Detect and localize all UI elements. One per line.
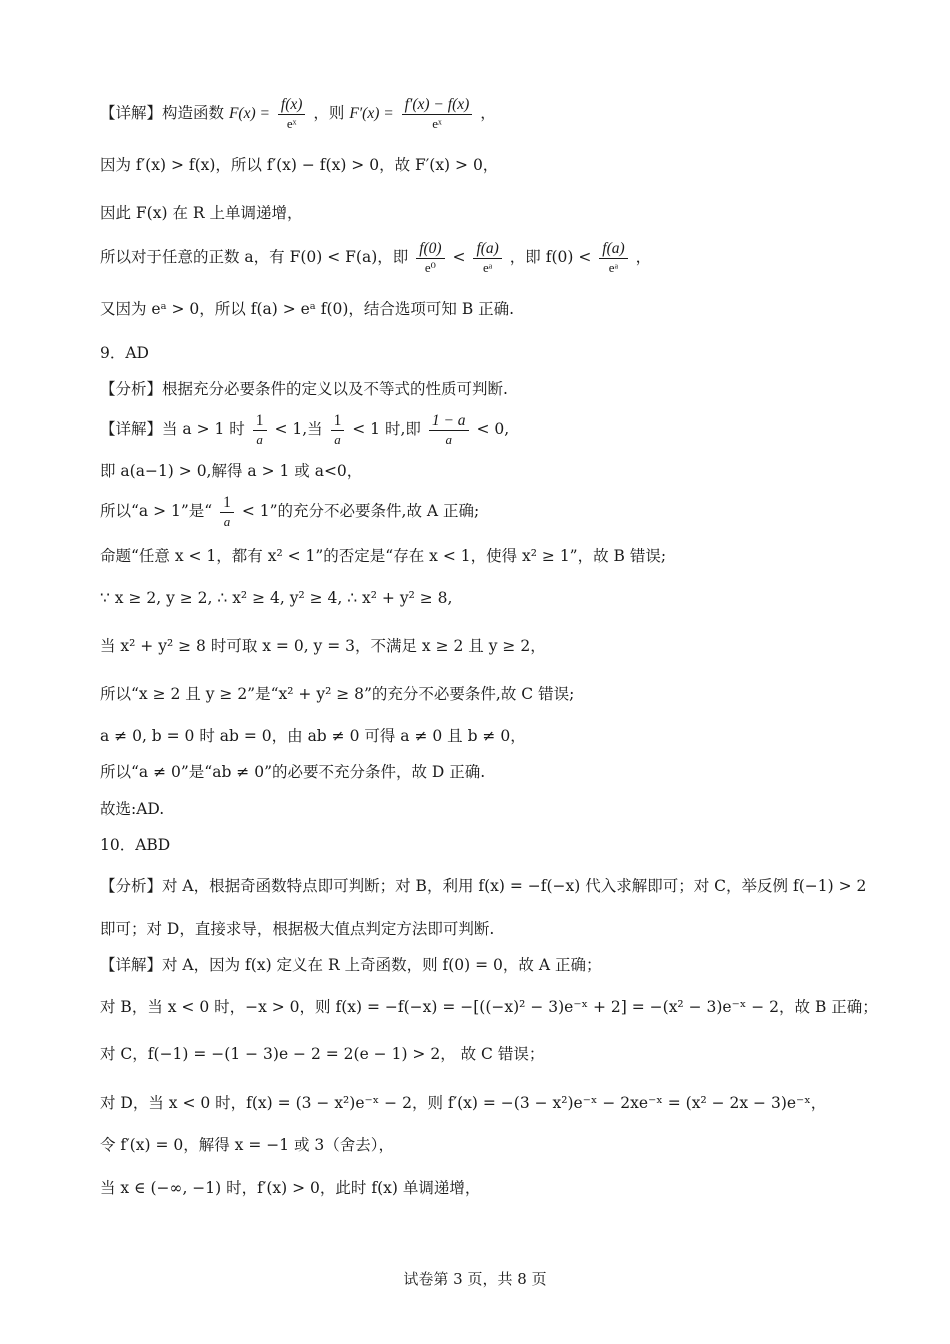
fraction	[331, 412, 345, 448]
line-option-c: 所以“x ≥ 2 且 y ≥ 2”是“x² + y² ≥ 8”的充分不必要条件,故 C 错误;	[100, 685, 575, 703]
detail-10-c: 对 C，f(−1) = −(1 − 3)e − 2 = 2(e − 1) > 2， 故 C 错误；	[100, 1045, 545, 1063]
page-footer: 试卷第 3 页，共 8 页	[403, 1270, 547, 1288]
fraction	[599, 240, 627, 276]
line-conclusion-b: 又因为 eᵃ > 0，所以 f(a) > eᵃ f(0)，结合选项可知 B 正确.	[100, 300, 515, 318]
detail-10-solve: 令 f′(x) = 0，解得 x = −1 或 3（舍去），	[100, 1136, 395, 1154]
detail-10-a: 【详解】对 A，因为 f(x) 定义在 R 上奇函数，则 f(0) = 0，故 A 正确；	[100, 956, 602, 974]
fraction	[429, 412, 469, 448]
fraction	[220, 494, 234, 530]
line-construct-function	[100, 96, 910, 132]
line-detail-9	[100, 412, 910, 448]
analysis-10-cont: 即可；对 D，直接求导，根据极大值点判定方法即可判断.	[100, 920, 495, 938]
numerator: f(a)	[473, 240, 501, 259]
math: F′(x) =	[349, 105, 394, 122]
text: ，	[635, 248, 652, 266]
denominator: a	[223, 514, 231, 529]
line-counterexample: 当 x² + y² ≥ 8 时可取 x = 0, y = 3，不满足 x ≥ 2 且 y ≥ 2，	[100, 637, 546, 655]
denominator: eˣ	[432, 116, 442, 131]
fraction	[278, 96, 306, 132]
text: ，即 f(0) <	[509, 248, 592, 266]
text: < 0,	[476, 420, 510, 438]
line-since-x-y: ∵ x ≥ 2, y ≥ 2, ∴ x² ≥ 4, y² ≥ 4, ∴ x² + y² ≥ 8,	[100, 589, 453, 607]
line-monotonic: 因此 F(x) 在 R 上单调递增，	[100, 204, 303, 222]
line-derivative-positive: 因为 f′(x) > f(x)，所以 f′(x) − f(x) > 0，故 F′(x) > 0，	[100, 156, 499, 174]
denominator: a	[334, 432, 341, 447]
line-choice-9: 故选:AD.	[100, 800, 165, 818]
numerator: f(x)	[278, 96, 306, 115]
denominator: eᵃ	[482, 260, 493, 275]
math: F(x) =	[228, 105, 270, 122]
line-option-b: 命题“任意 x < 1，都有 x² < 1”的否定是“存在 x < 1，使得 x² ≥ 1”，故 B 错误;	[100, 547, 667, 565]
text: < 1”的充分不必要条件,故 A 正确;	[241, 502, 480, 520]
denominator: e⁰	[424, 260, 436, 275]
analysis-10: 【分析】对 A，根据奇函数特点即可判断；对 B，利用 f(x) = −f(−x) 代入求解即可；对 C，举反例 f(−1) > 2	[100, 877, 867, 895]
line-ab-zero: a ≠ 0, b = 0 时 ab = 0，由 ab ≠ 0 可得 a ≠ 0 且 b ≠ 0，	[100, 727, 526, 745]
numerator: f(a)	[599, 240, 627, 259]
denominator: eˣ	[286, 116, 297, 131]
denominator: a	[445, 432, 452, 447]
line-inequality-chain	[100, 240, 910, 276]
numerator: f(0)	[416, 240, 444, 259]
line-option-d: 所以“a ≠ 0”是“ab ≠ 0”的必要不充分条件，故 D 正确.	[100, 763, 486, 781]
detail-10-b: 对 B，当 x < 0 时，−x > 0，则 f(x) = −f(−x) = −[((−x)² − 3)e⁻ˣ + 2] = −(x² − 3)e⁻ˣ − 2，故 B 正确；	[100, 998, 878, 1016]
analysis-9: 【分析】根据充分必要条件的定义以及不等式的性质可判断.	[100, 380, 508, 398]
numerator: 1 − a	[429, 412, 469, 431]
fraction	[473, 240, 501, 276]
text: 所以对于任意的正数 a，有 F(0) < F(a)，即	[100, 248, 409, 266]
text: 【详解】当 a > 1 时	[100, 420, 245, 438]
answer-9: 9．AD	[100, 344, 149, 362]
line-solve-a: 即 a(a−1) > 0,解得 a > 1 或 a<0，	[100, 462, 363, 480]
detail-10-increasing: 当 x ∈ (−∞, −1) 时，f′(x) > 0，此时 f(x) 单调递增，	[100, 1179, 481, 1197]
numerator: f′(x) − f(x)	[402, 96, 473, 115]
fraction	[416, 240, 444, 276]
detail-10-d: 对 D，当 x < 0 时，f(x) = (3 − x²)e⁻ˣ − 2，则 f′(x) = −(3 − x²)e⁻ˣ − 2xe⁻ˣ = (x² − 2x − 3)e⁻ˣ，	[100, 1094, 827, 1112]
text: < 1,当	[274, 420, 323, 438]
text: < 1 时,即	[352, 420, 421, 438]
text: 所以“a > 1”是“	[100, 502, 213, 520]
text: 【详解】构造函数	[100, 104, 225, 122]
numerator: 1	[253, 412, 267, 431]
fraction	[402, 96, 473, 132]
numerator: 1	[220, 494, 234, 513]
text: <	[452, 248, 466, 266]
answer-10: 10．ABD	[100, 836, 171, 854]
numerator: 1	[331, 412, 345, 431]
line-option-a	[100, 494, 910, 530]
text: ，	[480, 104, 496, 122]
fraction	[253, 412, 267, 448]
denominator: a	[256, 432, 263, 447]
text: ，则	[313, 104, 345, 122]
denominator: eᵃ	[608, 260, 619, 275]
